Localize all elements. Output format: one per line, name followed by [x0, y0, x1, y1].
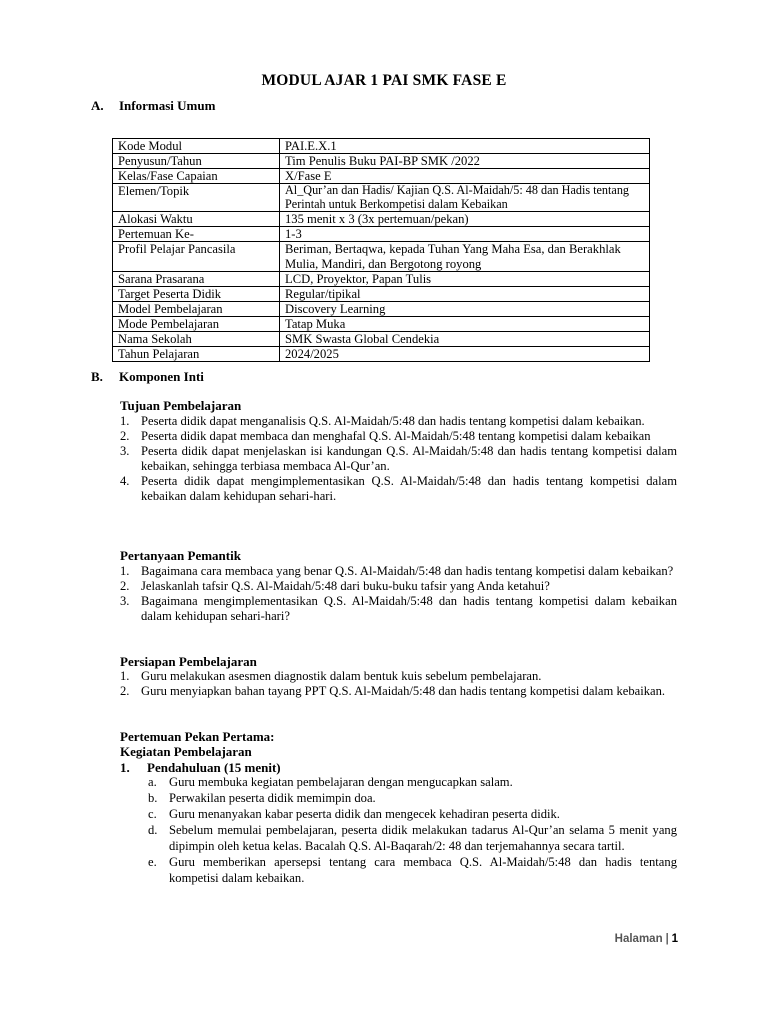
- persiapan-item: [120, 669, 677, 684]
- pemantik-item: [120, 564, 677, 579]
- info-table-key: Kelas/Fase Capaian: [113, 169, 280, 184]
- section-a-letter: A.: [91, 98, 104, 113]
- pendahuluan-item: [148, 791, 677, 807]
- persiapan-item: [120, 684, 677, 699]
- list-item-text: Jelaskanlah tafsir Q.S. Al-Maidah/5:48 dari buku-buku tafsir yang Anda ketahui?: [141, 579, 550, 593]
- list-item-text: Sebelum memulai pembelajaran, peserta didik melakukan tadarus Al-Qur’an selama 5 menit yang dipimpin oleh ketua kelas. Bacalah Q.S. Al-Baqarah/2: 48 dan terjemahannya secara tartil.: [169, 823, 677, 854]
- info-table-key: Penyusun/Tahun: [113, 154, 280, 169]
- section-a-label: Informasi Umum: [119, 98, 216, 113]
- pendahuluan-item: [148, 807, 677, 823]
- pemantik-heading: Pertanyaan Pemantik: [120, 548, 241, 563]
- info-table-key: Tahun Pelajaran: [113, 347, 280, 362]
- tujuan-item: [120, 414, 677, 429]
- info-table-row: [113, 184, 650, 212]
- list-item-text: Peserta didik dapat menganalisis Q.S. Al-Maidah/5:48 dan hadis tentang kompetisi dalam kebaikan.: [141, 414, 645, 428]
- persiapan-list: [120, 669, 677, 699]
- pendahuluan-label: Pendahuluan (15 menit): [147, 760, 281, 775]
- list-item-number: 1.: [120, 669, 130, 683]
- info-table-row: [113, 242, 650, 272]
- info-table-key: Nama Sekolah: [113, 332, 280, 347]
- info-table-key: Model Pembelajaran: [113, 302, 280, 317]
- pendahuluan-item: [148, 775, 677, 791]
- list-item-text: Peserta didik dapat menjelaskan isi kandungan Q.S. Al-Maidah/5:48 dan hadis tentang kompetisi dalam kebaikan, sehingga terbiasa membaca Al-Qur’an.: [141, 444, 677, 473]
- info-table-row: [113, 272, 650, 287]
- pendahuluan-item: [148, 855, 677, 887]
- list-item-number: 3.: [120, 594, 130, 608]
- list-item-number: d.: [148, 823, 158, 838]
- pemantik-list: [120, 564, 677, 624]
- info-table-key: Mode Pembelajaran: [113, 317, 280, 332]
- section-b-heading: [91, 369, 204, 385]
- info-table-value: Tatap Muka: [280, 317, 650, 332]
- info-table-value: 2024/2025: [280, 347, 650, 362]
- list-item-text: Guru memberikan apersepsi tentang cara membaca Q.S. Al-Maidah/5:48 dan hadis tentang kompetisi dalam kebaikan.: [169, 855, 677, 885]
- tujuan-item: [120, 429, 677, 444]
- info-table-row: [113, 169, 650, 184]
- section-a-heading: [91, 98, 215, 114]
- list-item-number: 4.: [120, 474, 130, 488]
- list-item-number: 1.: [120, 564, 130, 578]
- pemantik-item: [120, 594, 677, 624]
- info-table: [112, 138, 650, 362]
- info-table-key: Pertemuan Ke-: [113, 227, 280, 242]
- pertemuan-heading: Pertemuan Pekan Pertama:: [120, 729, 275, 744]
- list-item-text: Peserta didik dapat membaca dan menghafal Q.S. Al-Maidah/5:48 tentang kompetisi dalam kebaikan: [141, 429, 651, 443]
- tujuan-list: [120, 414, 677, 504]
- info-table-value: Tim Penulis Buku PAI-BP SMK /2022: [280, 154, 650, 169]
- info-table-key: Target Peserta Didik: [113, 287, 280, 302]
- list-item-text: Bagaimana cara membaca yang benar Q.S. Al-Maidah/5:48 dan hadis tentang kompetisi dalam kebaikan?: [141, 564, 674, 578]
- list-item-number: 3.: [120, 444, 130, 458]
- info-table-key: Elemen/Topik: [113, 184, 280, 212]
- page-label: Halaman: [614, 933, 663, 945]
- info-table-value: PAI.E.X.1: [280, 139, 650, 154]
- info-table-value: Discovery Learning: [280, 302, 650, 317]
- info-table-key: Kode Modul: [113, 139, 280, 154]
- list-item-text: Guru menanyakan kabar peserta didik dan mengecek kehadiran peserta didik.: [169, 807, 560, 822]
- list-item-text: Perwakilan peserta didik memimpin doa.: [169, 791, 376, 806]
- list-item-number: 2.: [120, 429, 130, 443]
- info-table-value: X/Fase E: [280, 169, 650, 184]
- list-item-text: Peserta didik dapat mengimplementasikan Q.S. Al-Maidah/5:48 dan hadis tentang kompetisi dalam kebaikan dalam kehidupan sehari-hari.: [141, 474, 677, 503]
- kegiatan-heading: Kegiatan Pembelajaran: [120, 744, 252, 759]
- tujuan-heading: Tujuan Pembelajaran: [120, 398, 242, 413]
- tujuan-item: [120, 444, 677, 474]
- info-table-row: [113, 302, 650, 317]
- section-b-letter: B.: [91, 369, 103, 384]
- info-table-key: Profil Pelajar Pancasila: [113, 242, 280, 272]
- document-title: MODUL AJAR 1 PAI SMK FASE E: [261, 72, 507, 89]
- page-footer: [615, 933, 678, 945]
- list-item-number: 2.: [120, 684, 130, 698]
- info-table-row: [113, 317, 650, 332]
- info-table-row: [113, 212, 650, 227]
- list-item-text: Guru membuka kegiatan pembelajaran dengan mengucapkan salam.: [169, 775, 513, 789]
- info-table-row: [113, 332, 650, 347]
- list-item-number: 1.: [120, 414, 130, 428]
- pendahuluan-number: 1.: [120, 760, 130, 775]
- list-item-text: Bagaimana mengimplementasikan Q.S. Al-Maidah/5:48 dan hadis tentang kompetisi dalam kebaikan dalam kehidupan sehari-hari?: [141, 594, 677, 623]
- persiapan-heading: Persiapan Pembelajaran: [120, 654, 257, 669]
- pendahuluan-list: [148, 775, 677, 887]
- page-separator: |: [665, 933, 669, 945]
- info-table-value: Regular/tipikal: [280, 287, 650, 302]
- list-item-text: Guru melakukan asesmen diagnostik dalam bentuk kuis sebelum pembelajaran.: [141, 669, 542, 683]
- list-item-number: e.: [148, 855, 157, 870]
- info-table-key: Sarana Prasarana: [113, 272, 280, 287]
- list-item-number: 2.: [120, 579, 130, 593]
- pendahuluan-heading: [120, 760, 281, 776]
- list-item-text: Guru menyiapkan bahan tayang PPT Q.S. Al-Maidah/5:48 dan hadis tentang kompetisi dalam kebaikan.: [141, 684, 666, 698]
- info-table-row: [113, 154, 650, 169]
- list-item-number: b.: [148, 791, 158, 806]
- tujuan-item: [120, 474, 677, 504]
- info-table-row: [113, 227, 650, 242]
- info-table-row: [113, 287, 650, 302]
- info-table-value: Al_Qur’an dan Hadis/ Kajian Q.S. Al-Maidah/5: 48 dan Hadis tentang Perintah untuk Berkompetisi dalam Kebaikan: [280, 184, 650, 212]
- info-table-row: [113, 347, 650, 362]
- list-item-number: a.: [148, 775, 157, 789]
- page-number: 1: [671, 933, 678, 945]
- section-b-label: Komponen Inti: [119, 369, 204, 384]
- pemantik-item: [120, 579, 677, 594]
- info-table-row: [113, 139, 650, 154]
- info-table-value: Beriman, Bertaqwa, kepada Tuhan Yang Maha Esa, dan Berakhlak Mulia, Mandiri, dan Bergotong royong: [280, 242, 650, 272]
- pendahuluan-item: [148, 823, 677, 855]
- info-table-value: 135 menit x 3 (3x pertemuan/pekan): [280, 212, 650, 227]
- info-table-value: SMK Swasta Global Cendekia: [280, 332, 650, 347]
- list-item-number: c.: [148, 807, 157, 822]
- info-table-value: 1-3: [280, 227, 650, 242]
- info-table-value: LCD, Proyektor, Papan Tulis: [280, 272, 650, 287]
- info-table-key: Alokasi Waktu: [113, 212, 280, 227]
